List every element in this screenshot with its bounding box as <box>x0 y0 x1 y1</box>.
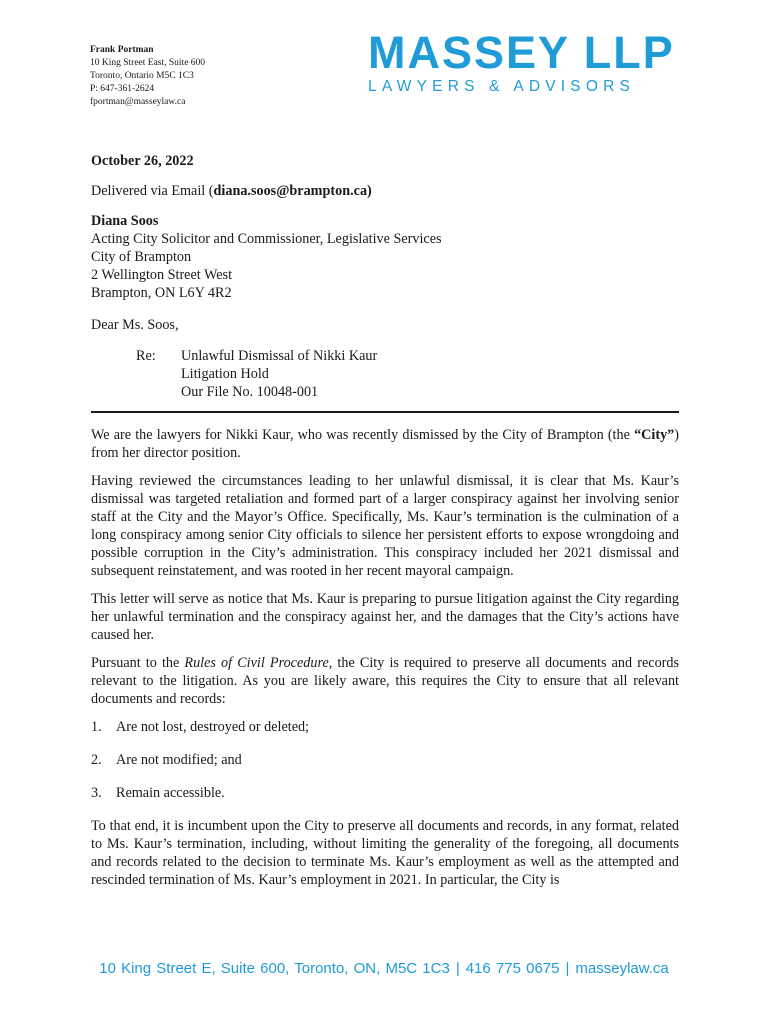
logo-tagline: LAWYERS & ADVISORS <box>368 78 636 95</box>
recipient-address-block <box>91 212 679 302</box>
paragraph-1 <box>91 426 679 462</box>
sender-address-line-2: Toronto, Ontario M5C 1C3 <box>90 71 194 81</box>
list-item-number: 2. <box>91 752 102 768</box>
paragraph-2: Having reviewed the circumstances leading to her unlawful dismissal, it is clear that Ms. Kaur’s dismissal was targeted retaliation and formed part of a larger conspiracy against her involving senior staff at the City and the Mayor’s Office. Specifically, Ms. Kaur’s termination is the culmination of a long conspiracy among senior City officials to silence her persistent efforts to expose wrongdoing and possible corruption in the City’s administration. This conspiracy included her 2021 dismissal and subsequent reinstatement, and was rooted in her recent mayoral campaign. <box>91 473 679 579</box>
requirements-list <box>91 718 679 802</box>
letter-date: October 26, 2022 <box>91 153 194 169</box>
subject-label: Re: <box>136 348 156 364</box>
paragraph-3: This letter will serve as notice that Ms. Kaur is preparing to pursue litigation against the City regarding her unlawful termination and the conspiracy against her, and the damages that the City’s actions have caused her. <box>91 591 679 643</box>
list-item-text: Are not modified; and <box>116 752 242 768</box>
footer-separator: | <box>455 960 460 977</box>
salutation: Dear Ms. Soos, <box>91 317 179 333</box>
sender-address-line-1: 10 King Street East, Suite 600 <box>90 58 206 68</box>
sender-phone: P: 647-361-2624 <box>90 84 155 94</box>
paragraph-4-text-c: the City is required to preserve all documents and records relevant to the litigation. As you are likely aware, this requires the City to ensure that all relevant documents and records: <box>91 655 679 707</box>
delivery-prefix: Delivered via Email ( <box>91 183 214 199</box>
paragraph-5: To that end, it is incumbent upon the City to preserve all documents and records, in any format, related to Ms. Kaur’s termination, including, without limiting the generality of the foregoing, all documents and records related to the decision to terminate Ms. Kaur’s employment as well as the attempted and rescinded termination of Ms. Kaur’s employment in 2021. In particular, the City is <box>91 818 679 888</box>
sender-name: Frank Portman <box>90 45 154 55</box>
recipient-title: Acting City Solicitor and Commissioner, Legislative Services <box>91 231 442 247</box>
paragraph-1-text-a: We are the lawyers for Nikki Kaur, who was recently dismissed by the City of Brampton (the <box>91 427 635 443</box>
recipient-name: Diana Soos <box>91 213 159 229</box>
footer-address: 10 King Street E, Suite 600, Toronto, ON, M5C 1C3 <box>99 960 450 977</box>
defined-term-city: “City” <box>634 427 675 443</box>
paragraph-1-text-c: ) from her director position. <box>91 427 679 461</box>
paragraph-4 <box>91 654 679 708</box>
recipient-street: 2 Wellington Street West <box>91 267 233 283</box>
subject-line-1: Unlawful Dismissal of Nikki Kaur <box>181 348 378 364</box>
rules-reference: Rules of Civil Procedure, <box>184 655 333 671</box>
letter-body <box>91 152 679 899</box>
logo-firm-name: MASSEY LLP <box>368 27 675 78</box>
subject-block <box>91 347 679 401</box>
list-item <box>91 751 679 769</box>
footer-phone: 416 775 0675 <box>465 960 560 977</box>
letterhead-footer <box>0 960 768 977</box>
paragraph-4-text-a: Pursuant to the <box>91 655 185 671</box>
delivery-email: diana.soos@brampton.ca) <box>213 183 372 199</box>
list-item-number: 3. <box>91 785 102 801</box>
footer-separator: | <box>565 960 570 977</box>
divider-rule <box>91 411 679 413</box>
firm-logo <box>368 28 680 96</box>
recipient-city: Brampton, ON L6Y 4R2 <box>91 285 232 301</box>
list-item-number: 1. <box>91 719 102 735</box>
sender-email: fportman@masseylaw.ca <box>90 97 186 107</box>
list-item <box>91 784 679 802</box>
sender-block <box>90 44 205 109</box>
list-item-text: Are not lost, destroyed or deleted; <box>116 719 310 735</box>
recipient-organization: City of Brampton <box>91 249 192 265</box>
delivery-line <box>91 182 679 200</box>
footer-website: masseylaw.ca <box>575 960 669 977</box>
subject-line-3: Our File No. 10048-001 <box>181 384 319 400</box>
subject-line-2: Litigation Hold <box>181 366 269 382</box>
list-item <box>91 718 679 736</box>
list-item-text: Remain accessible. <box>116 785 225 801</box>
